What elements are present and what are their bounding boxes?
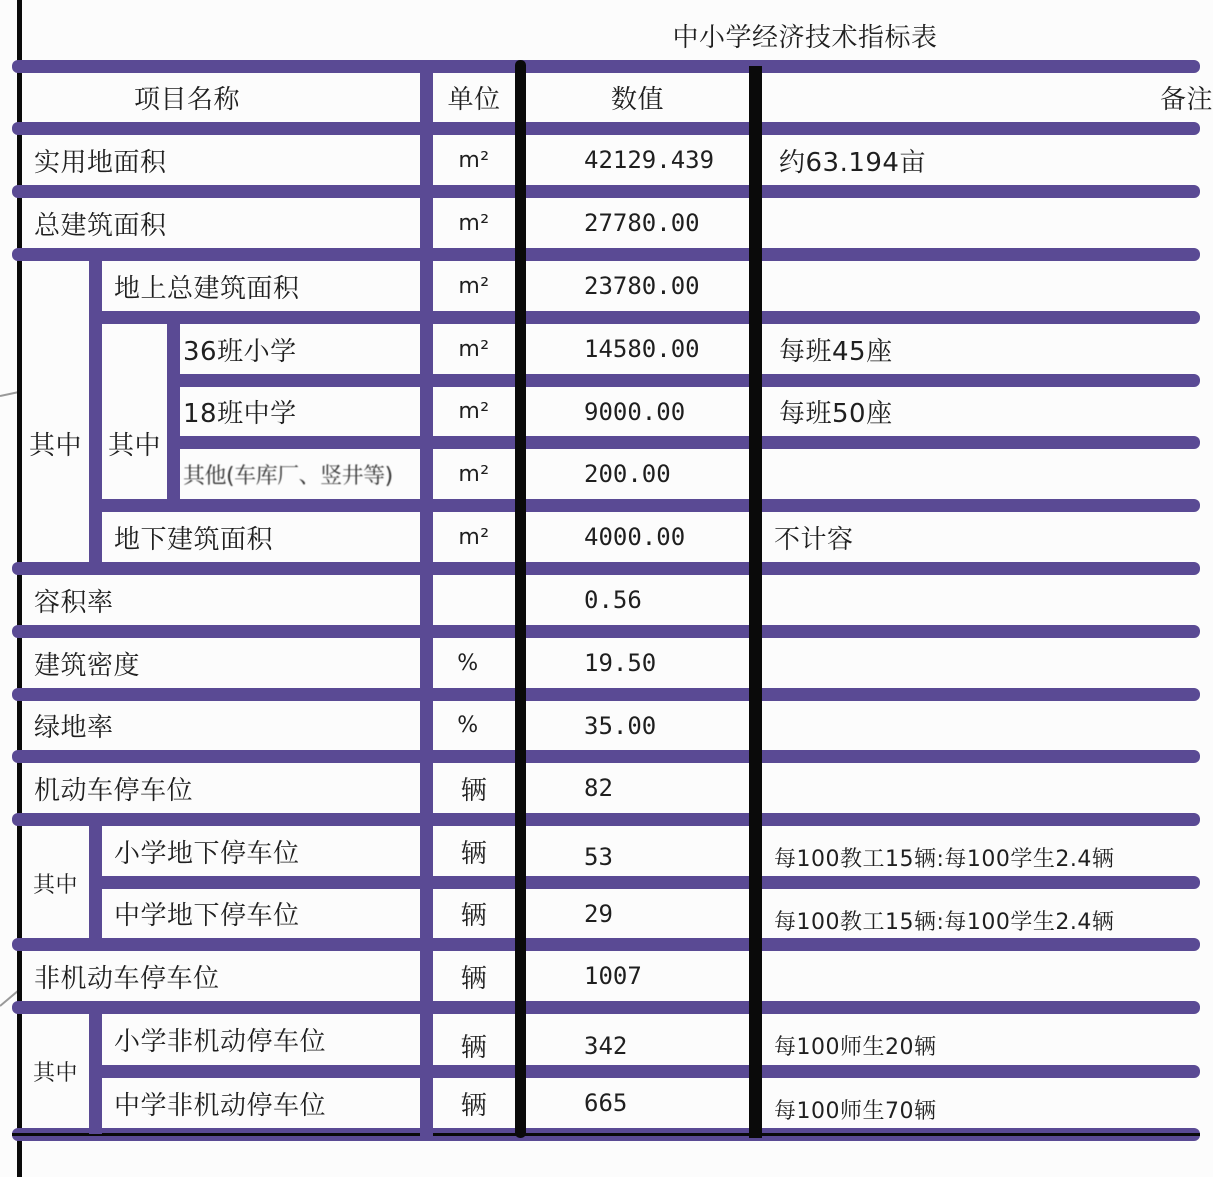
- row-remark: [779, 198, 1199, 248]
- row-remark: 每100教工15辆:每100学生2.4辆: [774, 846, 1115, 872]
- row-name: 非机动车停车位: [34, 963, 220, 994]
- row-remark: [779, 638, 1199, 688]
- row-separator: [12, 248, 1200, 261]
- row-separator: [12, 750, 1200, 763]
- row-value: 27780.00: [584, 209, 700, 237]
- row-remark: 每班50座: [779, 399, 893, 429]
- row-remark: 约63.194亩: [779, 147, 926, 178]
- row-value: 53: [584, 843, 613, 871]
- row-unit: m²: [458, 273, 490, 299]
- row-remark: 每100教工15辆:每100学生2.4辆: [774, 910, 1115, 935]
- row-separator: [170, 374, 1200, 387]
- row-unit: m²: [458, 210, 490, 236]
- header-value: 数值: [610, 85, 664, 115]
- row-remark: [779, 701, 1199, 750]
- row-remark: [779, 575, 1199, 625]
- group-separator: [167, 318, 180, 506]
- row-remark: 每100师生20辆: [774, 1035, 937, 1060]
- row-name: 18班中学: [183, 399, 297, 429]
- row-name: 建筑密度: [34, 650, 141, 681]
- column-separator: [515, 60, 526, 1138]
- row-value: 0.56: [584, 586, 642, 614]
- row-unit: m²: [458, 147, 490, 173]
- row-separator: [12, 625, 1200, 638]
- row-value: 9000.00: [584, 397, 686, 426]
- group-label: 其中: [32, 872, 78, 898]
- header-unit: 单位: [447, 85, 501, 115]
- row-name: 机动车停车位: [34, 775, 194, 806]
- row-value: 4000.00: [584, 523, 686, 551]
- row-unit: 辆: [460, 1033, 488, 1063]
- row-separator: [12, 688, 1200, 701]
- row-remark: [779, 449, 1199, 499]
- header-remark: 备注: [1160, 85, 1213, 115]
- row-unit: %: [457, 650, 479, 676]
- row-unit: 辆: [460, 901, 488, 931]
- row-separator: [12, 122, 1200, 135]
- row-name: 其他(车库厂、竖井等): [183, 463, 393, 489]
- row-separator: [12, 60, 1200, 73]
- row-unit: [433, 575, 515, 625]
- row-value: 42129.439: [584, 146, 715, 174]
- group-label: 其中: [107, 430, 161, 461]
- row-value: 23780.00: [584, 272, 700, 300]
- group-label: 其中: [32, 1060, 78, 1086]
- row-name: 绿地率: [34, 713, 114, 743]
- group-separator: [89, 255, 102, 568]
- row-value: 35.00: [584, 711, 657, 740]
- group-label: 其中: [28, 430, 82, 461]
- row-separator: [95, 311, 1200, 324]
- row-unit: 辆: [460, 963, 488, 994]
- row-remark: 每班45座: [779, 336, 893, 367]
- row-name: 小学非机动停车位: [114, 1027, 327, 1057]
- row-unit: 辆: [460, 838, 488, 869]
- row-value: 1007: [584, 962, 642, 990]
- row-value: 342: [584, 1031, 628, 1060]
- row-name: 中学非机动停车位: [114, 1090, 327, 1121]
- row-separator: [95, 499, 1200, 512]
- table-title: 中小学经济技术指标表: [672, 22, 938, 53]
- row-name: 36班小学: [183, 336, 297, 367]
- row-remark: [779, 261, 1199, 311]
- row-name: 地下建筑面积: [114, 524, 274, 555]
- row-value: 82: [584, 774, 613, 802]
- row-unit: m²: [458, 524, 490, 550]
- header-item-name: 项目名称: [133, 85, 240, 115]
- row-name: 总建筑面积: [34, 210, 167, 241]
- row-value: 665: [584, 1089, 628, 1117]
- row-name: 小学地下停车位: [114, 838, 300, 869]
- row-value: 14580.00: [584, 335, 700, 363]
- row-remark: 不计容: [774, 524, 854, 555]
- row-value: 29: [584, 899, 613, 928]
- row-remark: [779, 951, 1199, 1001]
- column-separator: [420, 60, 433, 1138]
- row-value: 200.00: [584, 460, 671, 488]
- row-name: 中学地下停车位: [114, 901, 300, 931]
- column-separator: [749, 66, 762, 1138]
- row-separator: [12, 185, 1200, 198]
- row-name: 实用地面积: [34, 147, 167, 178]
- row-separator: [12, 1001, 1200, 1014]
- row-separator: [12, 813, 1200, 826]
- row-name: 地上总建筑面积: [114, 273, 300, 304]
- row-separator: [170, 436, 1200, 449]
- row-unit: m²: [458, 399, 490, 424]
- group-separator: [89, 1008, 102, 1134]
- row-unit: m²: [458, 461, 490, 487]
- row-value: 19.50: [584, 649, 657, 677]
- row-name: 容积率: [34, 587, 114, 618]
- row-unit: %: [457, 713, 479, 738]
- row-separator: [12, 562, 1200, 575]
- row-remark: [779, 763, 1199, 813]
- row-unit: 辆: [460, 1090, 488, 1121]
- group-separator: [89, 820, 102, 945]
- row-unit: 辆: [460, 775, 488, 806]
- row-remark: 每100师生70辆: [774, 1098, 937, 1124]
- row-unit: m²: [458, 336, 490, 362]
